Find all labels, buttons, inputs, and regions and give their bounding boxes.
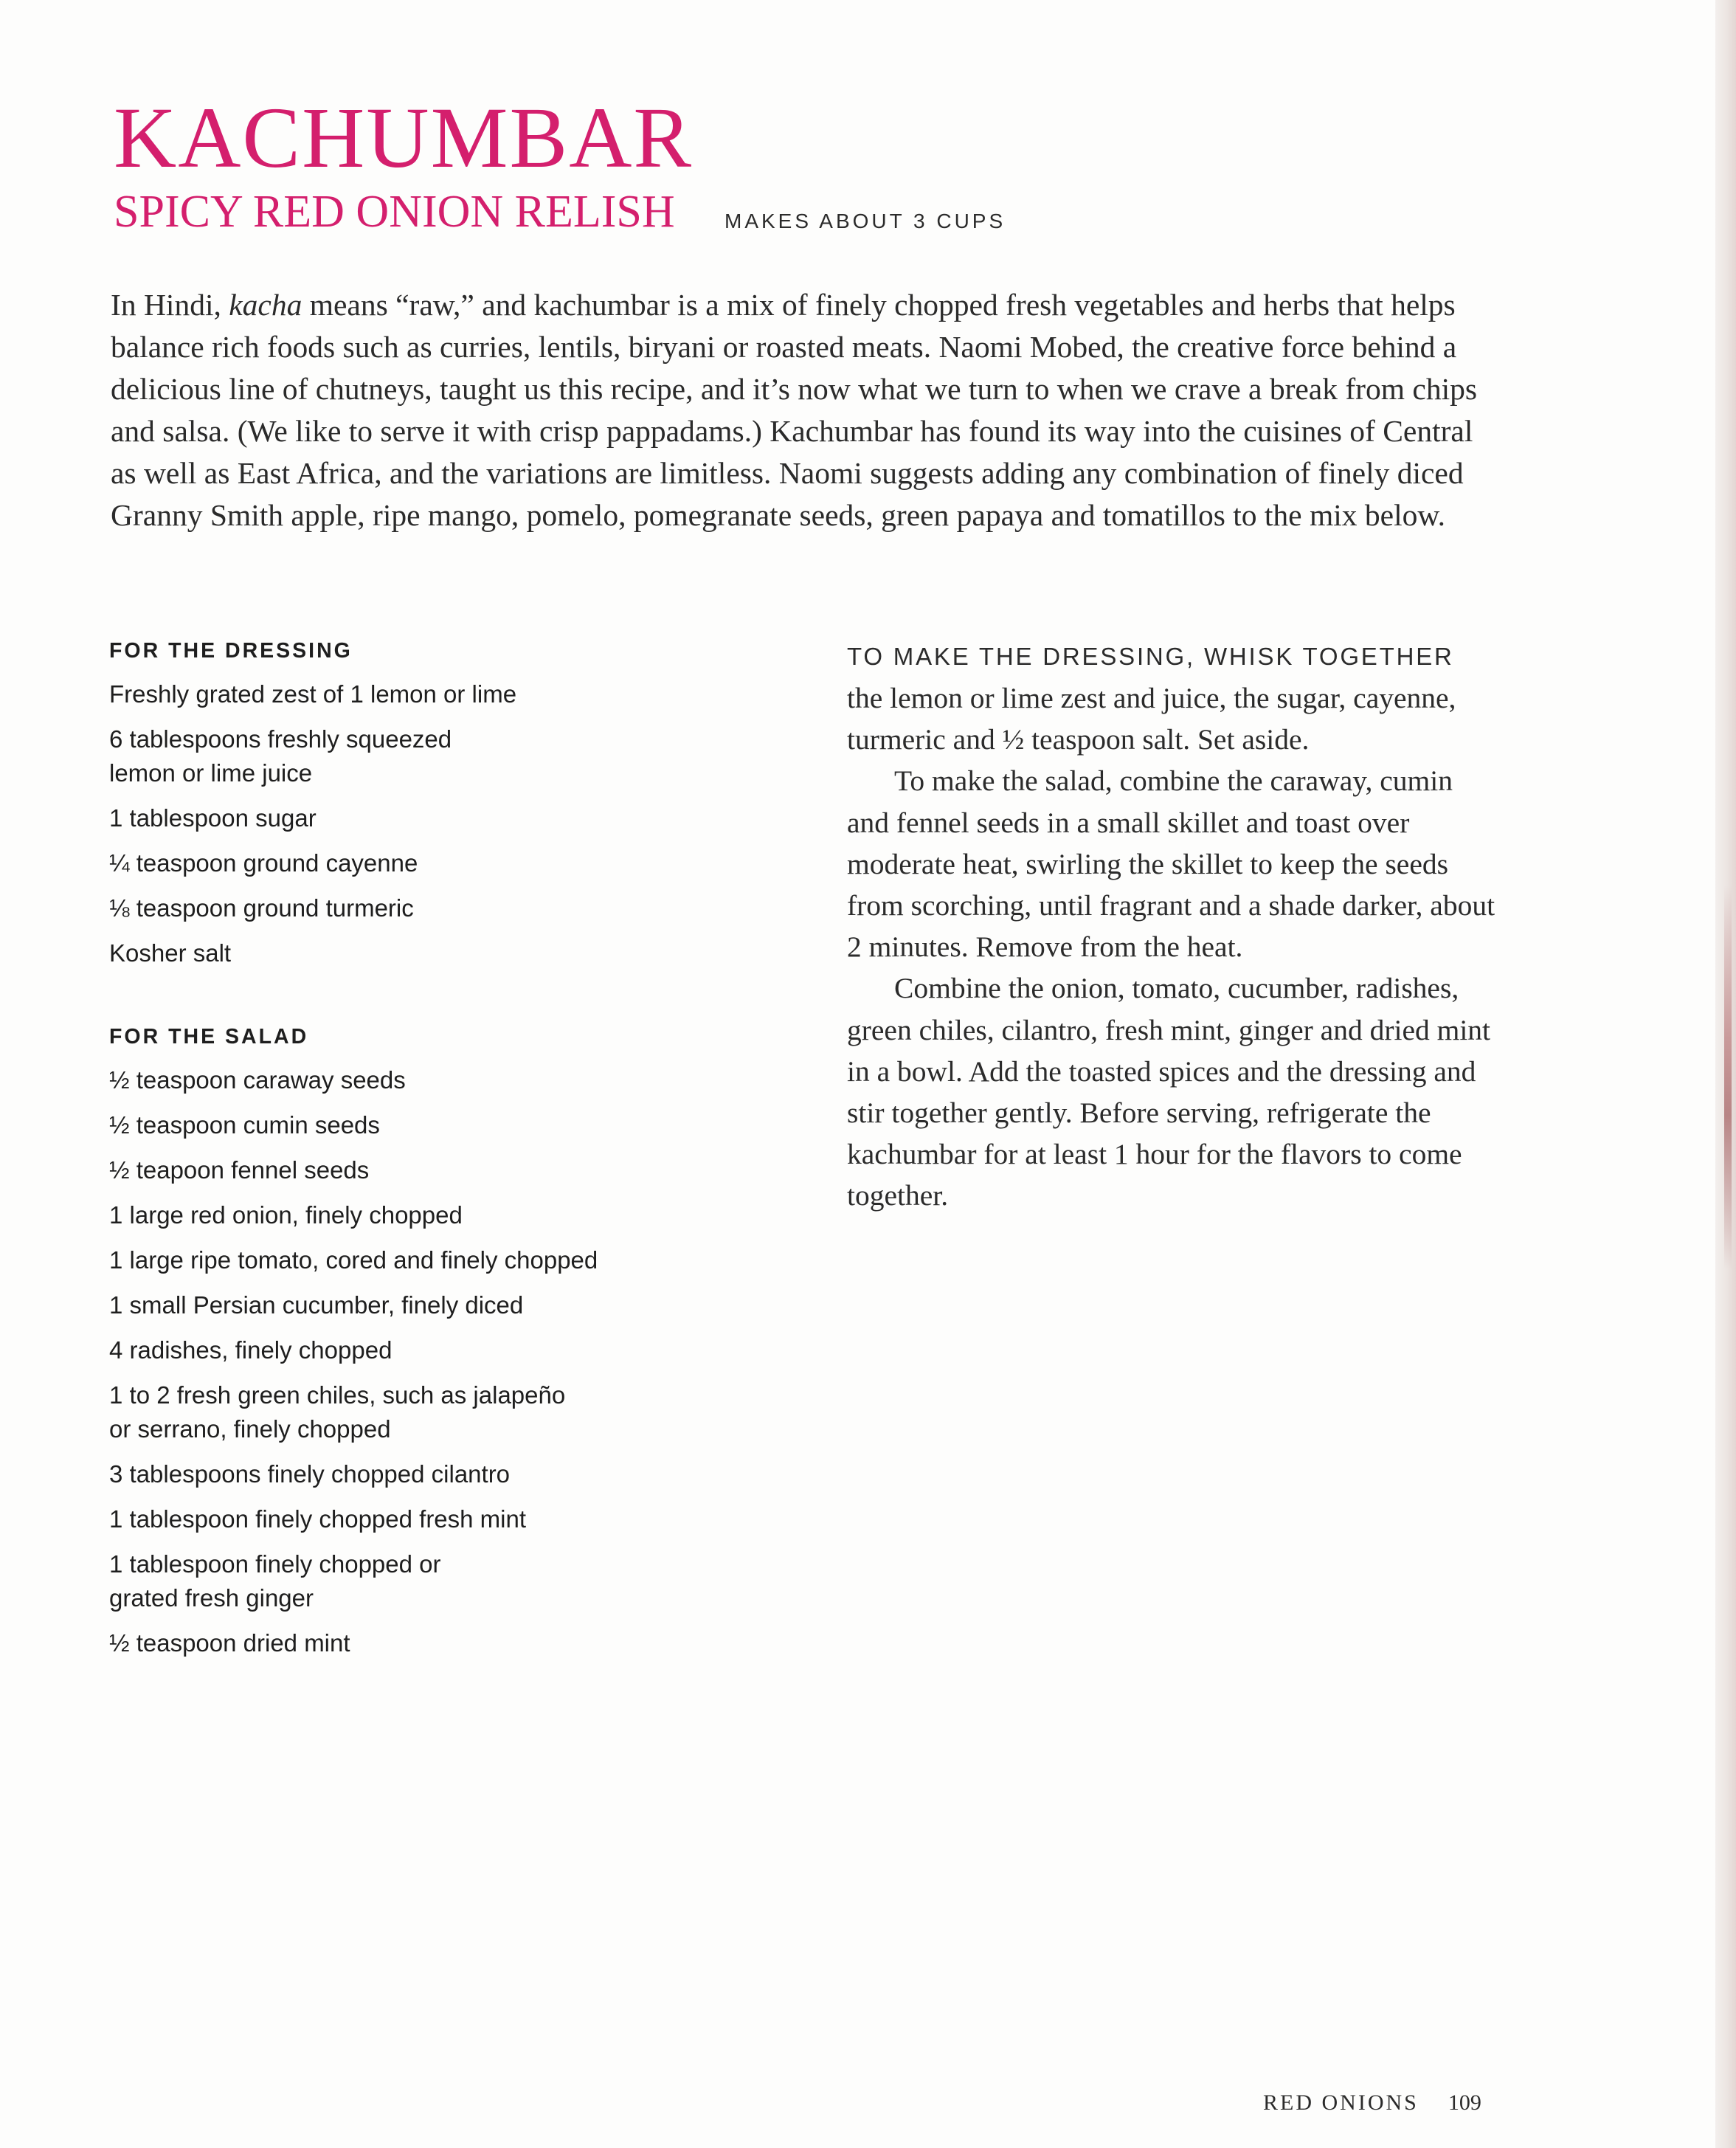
recipe-intro xyxy=(111,284,1498,536)
recipe-subtitle: SPICY RED ONION RELISH xyxy=(114,187,675,237)
intro-text-start: In Hindi, xyxy=(111,288,229,322)
page-number: 109 xyxy=(1448,2090,1481,2115)
dressing-heading: FOR THE DRESSING xyxy=(109,639,353,663)
dressing-ingredient-item: 1 tablespoon sugar xyxy=(109,804,317,832)
method-step-1-text: the lemon or lime zest and juice, the sugar, cayenne, turmeric and ½ teaspoon salt. Set aside. xyxy=(847,682,1456,756)
salad-ingredient-item: 4 radishes, finely chopped xyxy=(109,1336,392,1364)
adjacent-page-strip xyxy=(1724,885,1732,1269)
salad-ingredient-item: 1 large ripe tomato, cored and finely chopped xyxy=(109,1246,598,1274)
salad-ingredient-item: 1 small Persian cucumber, finely diced xyxy=(109,1291,524,1319)
salad-ingredient-item: 3 tablespoons finely chopped cilantro xyxy=(109,1460,511,1488)
salad-ingredient-item: ½ teaspoon caraway seeds xyxy=(109,1066,406,1094)
recipe-method xyxy=(847,636,1496,1217)
method-step-1 xyxy=(847,636,1496,760)
salad-ingredient-list xyxy=(109,1063,714,1660)
intro-italic-word: kacha xyxy=(229,288,302,322)
salad-ingredient-item: ½ teapoon fennel seeds xyxy=(109,1156,370,1184)
salad-ingredient-item: 1 tablespoon finely chopped or grated fresh ginger xyxy=(109,1550,441,1612)
dressing-ingredient-item: Kosher salt xyxy=(109,939,232,967)
dressing-ingredient-list xyxy=(109,677,714,970)
recipe-title: KACHUMBAR xyxy=(114,89,694,186)
salad-ingredients xyxy=(109,1022,714,1671)
footer-section-name: RED ONIONS xyxy=(1263,2090,1419,2115)
salad-ingredient-item: 1 to 2 fresh green chiles, such as jalapeño or serrano, finely chopped xyxy=(109,1381,566,1443)
dressing-ingredient-item: ¼ teaspoon ground cayenne xyxy=(109,849,418,877)
page-edge xyxy=(1715,0,1736,2148)
dressing-ingredient-item: Freshly grated zest of 1 lemon or lime xyxy=(109,680,517,708)
dressing-ingredient-item: ⅛ teaspoon ground turmeric xyxy=(109,894,414,922)
recipe-yield: MAKES ABOUT 3 CUPS xyxy=(725,210,1006,232)
salad-ingredient-item: ½ teaspoon cumin seeds xyxy=(109,1111,380,1139)
method-lead-in: TO MAKE THE DRESSING, WHISK TOGETHER xyxy=(847,643,1454,670)
method-step-3: Combine the onion, tomato, cucumber, radishes, green chiles, cilantro, fresh mint, ginger and dried mint in a bowl. Add the toasted spices and the dressing and stir together gently. Before serving, refrigerate the kachumbar for at least 1 hour for the flavors to come together. xyxy=(847,972,1491,1212)
salad-ingredient-item: 1 large red onion, finely chopped xyxy=(109,1201,463,1229)
method-step-2: To make the salad, combine the caraway, cumin and fennel seeds in a small skillet and toast over moderate heat, swirling the skillet to keep the seeds from scorching, until fragrant and a shade darker, about 2 minutes. Remove from the heat. xyxy=(847,764,1495,964)
intro-text-rest: means “raw,” and kachumbar is a mix of finely chopped fresh vegetables and herbs that helps balance rich foods such as curries, lentils, biryani or roasted meats. Naomi Mobed, the creative force behind a delicious line of chutneys, taught us this recipe, and it’s now what we turn to when we crave a break from chips and salsa. (We like to serve it with crisp pappadams.) Kachumbar has found its way into the cuisines of Central as well as East Africa, and the variations are limitless. Naomi suggests adding any combination of finely diced Granny Smith apple, ripe mango, pomelo, pomegranate seeds, green papaya and tomatillos to the mix below. xyxy=(111,288,1477,532)
salad-heading: FOR THE SALAD xyxy=(109,1025,309,1049)
dressing-ingredient-item: 6 tablespoons freshly squeezed lemon or lime juice xyxy=(109,725,452,787)
page-footer xyxy=(1263,2090,1481,2116)
salad-ingredient-item: ½ teaspoon dried mint xyxy=(109,1629,350,1657)
dressing-ingredients xyxy=(109,636,714,981)
salad-ingredient-item: 1 tablespoon finely chopped fresh mint xyxy=(109,1505,527,1533)
